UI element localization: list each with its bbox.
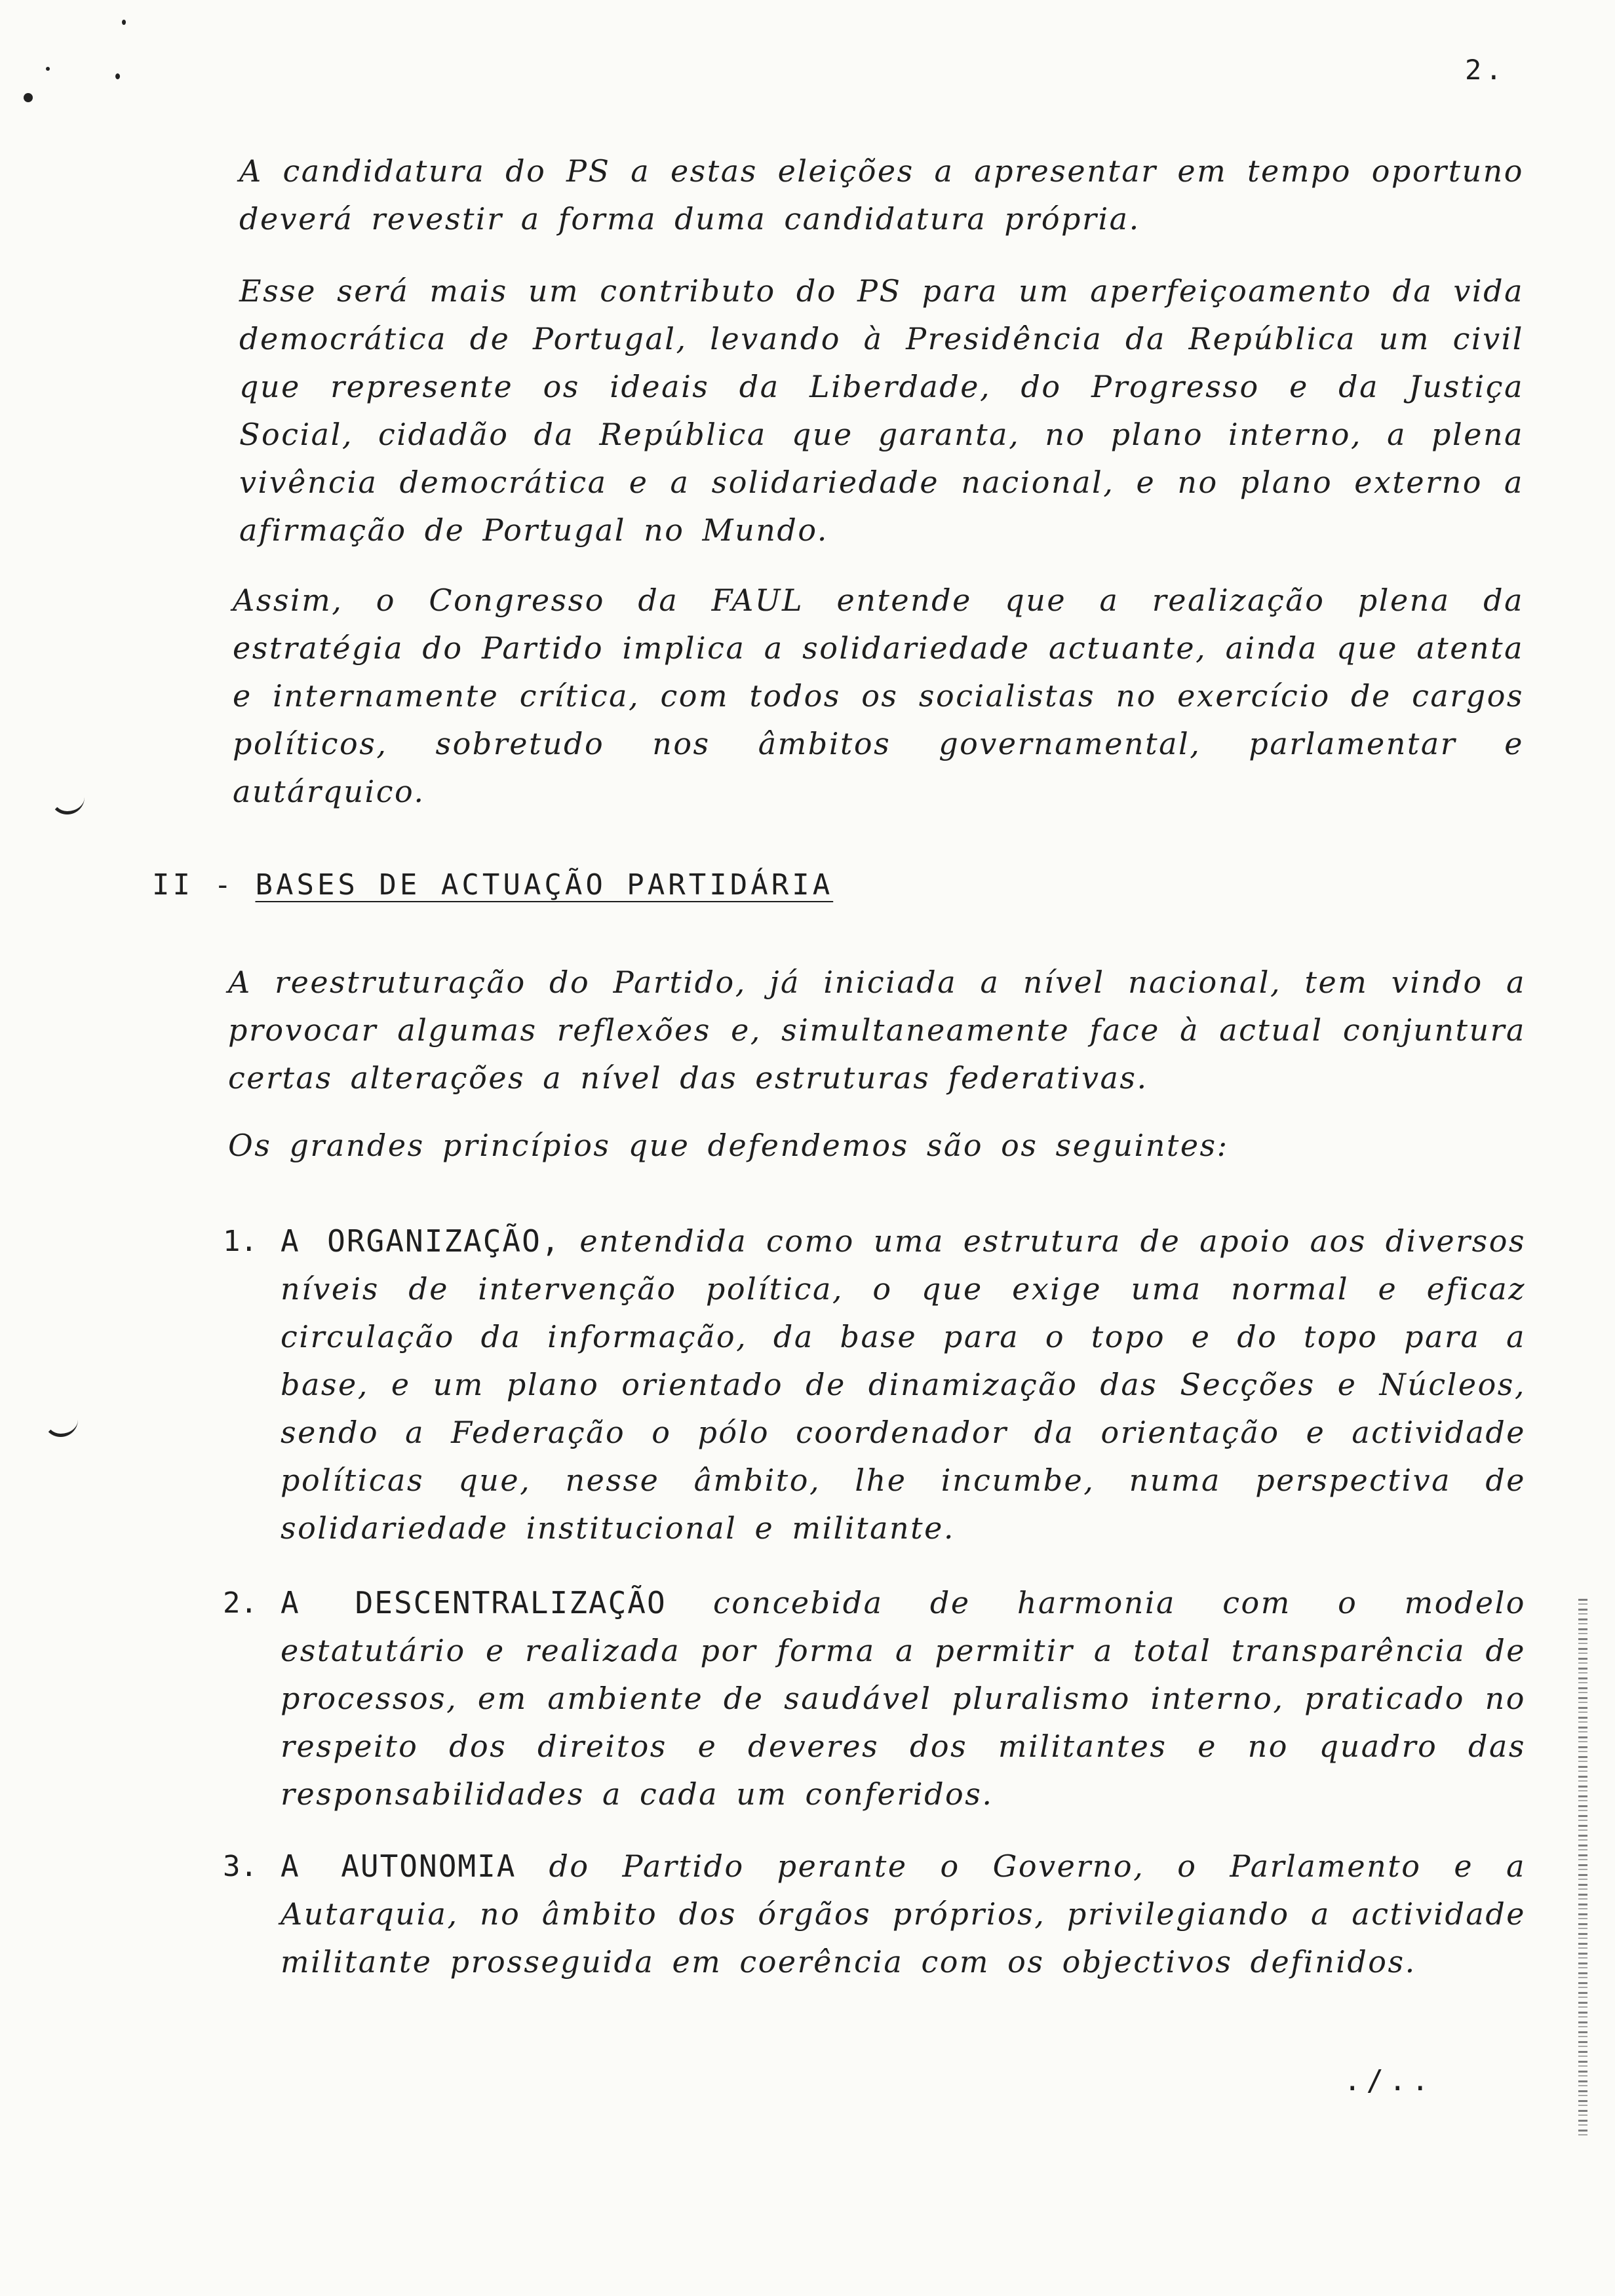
paragraph: A candidatura do PS a estas eleições a apresentar em tempo oportuno deverá revestir a forma duma candidatura própria. (239, 153, 1524, 237)
paragraph: Os grandes princípios que defendemos são os seguintes: (228, 1128, 1229, 1163)
paragraph: Esse será mais um contributo do PS para um aperfeiçoamento da vida democrática de Portugal, levando à Presidência da República um civil que represente os ideais da Liberdade, do Progresso e da Justiça Social, cidadão da República que garanta, no plano interno, a plena vivência democrática e a solidariedade nacional, e no plano externo a afirmação de Portugal no Mundo. (239, 273, 1524, 548)
continuation-mark: ./.. (1344, 2064, 1434, 2097)
list-item-text (281, 1579, 1526, 1818)
section-heading (152, 868, 833, 902)
list-item-text (281, 1217, 1526, 1552)
list-item-body: entendida como uma estrutura de apoio aos diversos níveis de intervenção política, o que exige uma normal e eficaz circulação da informação, da base para o topo e do topo para a base, e um plano orientado de dinamização das Secções e Núcleos, sendo a Federação o pólo coordenador da orientação e actividade políticas que, nesse âmbito, lhe incumbe, numa perspectiva de solidariedade institucional e militante. (281, 1223, 1526, 1546)
scan-speck (46, 67, 50, 71)
list-item-number: 3. (223, 1850, 258, 1883)
list-item-lead: A DESCENTRALIZAÇÃO (281, 1585, 667, 1620)
binder-mark (43, 1417, 78, 1437)
scan-speck (115, 73, 120, 79)
list-item-body: do Partido perante o Governo, o Parlamento e a Autarquia, no âmbito dos órgãos próprios, privilegiando a actividade militante prosseguida em coerência com os objectivos definidos. (281, 1848, 1527, 1980)
paragraph: Assim, o Congresso da FAUL entende que a realização plena da estratégia do Partido implica a solidariedade actuante, ainda que atenta e internamente crítica, com todos os socialistas no exercício de cargos políticos, sobretudo nos âmbitos governamental, parlamentar e autárquico. (233, 583, 1524, 809)
scan-speck (24, 93, 33, 102)
section-number: II - (152, 868, 235, 902)
paragraph: A reestruturação do Partido, já iniciada a nível nacional, tem vindo a provocar algumas reflexões e, simultaneamente face à actual conjuntura certas alterações a nível das estruturas federativas. (228, 965, 1526, 1096)
list-item-body: concebida de harmonia com o modelo estatutário e realizada por forma a permitir a total transparência de processos, em ambiente de saudável pluralismo interno, praticado no respeito dos direitos e deveres dos militantes e no quadro das responsabilidades a cada um conferidos. (281, 1585, 1527, 1812)
binder-mark (50, 794, 85, 814)
page-number: 2. (1465, 54, 1506, 86)
scan-edge-noise (1578, 1599, 1587, 2136)
list-item-number: 1. (223, 1225, 258, 1258)
list-item-text (281, 1843, 1526, 1986)
section-title: BASES DE ACTUAÇÃO PARTIDÁRIA (255, 868, 834, 902)
list-item-lead: A AUTONOMIA (281, 1848, 516, 1884)
list-item-lead: A ORGANIZAÇÃO, (281, 1223, 561, 1259)
list-item-number: 2. (223, 1586, 258, 1620)
scan-speck (122, 20, 126, 25)
